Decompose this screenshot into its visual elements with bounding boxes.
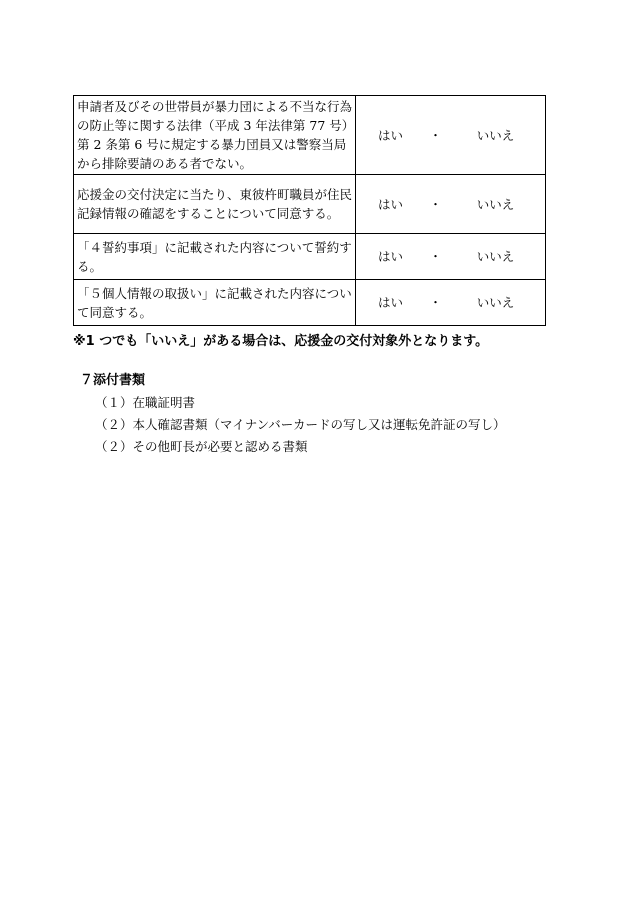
statement-cell: 「４誓約事項」に記載された内容について誓約する。 [74,234,356,280]
attachments-heading: ７添付書類 [80,373,146,388]
statement-cell: 申請者及びその世帯員が暴力団による不当な行為の防止等に関する法律（平成 3 年法律第 77 号）第 2 条第 6 号に規定する暴力団員又は警察当局から排除要請のある者でない。 [74,96,356,175]
pledge-table [73,95,546,326]
separator-dot: ・ [429,295,442,310]
answer-cell[interactable] [356,175,546,234]
statement-cell: 応援金の交付決定に当たり、東彼杵町職員が住民記録情報の確認をすることについて同意する。 [74,175,356,234]
no-option[interactable]: いいえ [476,295,515,310]
list-item: （１）在職証明書 [95,395,196,410]
attachments-list [95,392,506,458]
table-row [74,175,546,234]
separator-dot: ・ [429,127,442,143]
no-option[interactable]: いいえ [476,249,515,264]
no-option[interactable]: いいえ [476,127,515,143]
answer-cell[interactable] [356,234,546,280]
separator-dot: ・ [429,196,442,212]
separator-dot: ・ [429,249,442,264]
yes-option[interactable]: はい [377,249,403,264]
answer-cell[interactable] [356,280,546,326]
yes-option[interactable]: はい [377,196,403,212]
no-option[interactable]: いいえ [476,196,515,212]
yes-option[interactable]: はい [377,127,403,143]
table-row [74,234,546,280]
list-item: （２）その他町長が必要と認める書類 [95,439,308,454]
table-row [74,96,546,175]
answer-cell[interactable] [356,96,546,175]
statement-cell: 「５個人情報の取扱い」に記載された内容について同意する。 [74,280,356,326]
table-row [74,280,546,326]
yes-option[interactable]: はい [377,295,403,310]
eligibility-note: ※1 つでも「いいえ」がある場合は、応援金の交付対象外となります。 [73,334,489,349]
list-item: （２）本人確認書類（マイナンバーカードの写し又は運転免許証の写し） [95,417,506,432]
